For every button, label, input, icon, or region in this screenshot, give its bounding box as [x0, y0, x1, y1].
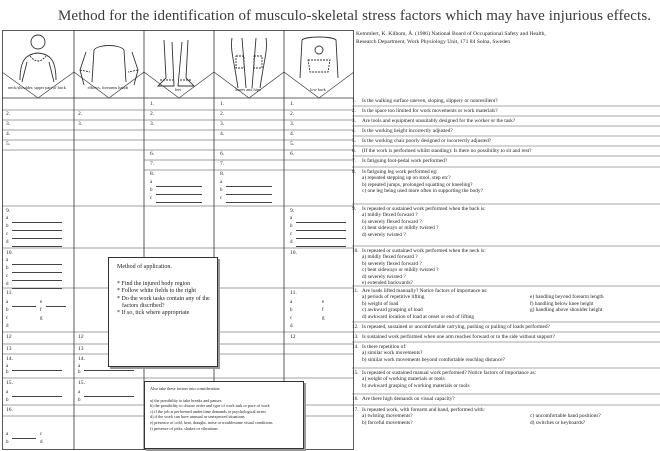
grid-cell-number: 7. [220, 161, 225, 167]
method-step: * If so, tick where appropriate [117, 310, 190, 317]
question-11: 11. Are loads lifted manually? Notice factors of importance as: a) periods of repetitive lifting b) weight of load c) awkward grasping of load d) awkward location of load at onset or end of lifting e) handling beyond forearm length f) handling below knee height g) handling above shoulder height [352, 288, 604, 320]
sub-letter: a [6, 364, 9, 369]
reference [356, 31, 656, 46]
grid-cell-number: 3. [6, 121, 11, 127]
factor-item: b) the possibility to choose order and type of work task or pace of work [150, 403, 270, 409]
sub-letter: c [290, 232, 293, 237]
sub-letter: a [6, 258, 9, 263]
sub-letter: b [6, 266, 9, 271]
sub-letter: e [40, 300, 43, 305]
sub-letter: a [220, 180, 223, 185]
grid-cell-number: 1. [220, 101, 225, 107]
sub-letter: b [220, 188, 223, 193]
answer-line [84, 396, 134, 397]
sub-letter: b [290, 308, 293, 313]
sub-letter: a [6, 432, 9, 437]
lower-back-icon [300, 37, 338, 78]
sub-letter: g [40, 316, 43, 321]
arms-hands-icon [80, 46, 138, 86]
sub-letter: a [6, 216, 9, 221]
sub-letter: b [78, 370, 81, 375]
grid-cell-number: 15. [78, 380, 85, 386]
question-14: 14. Is there repetition of: a) similar work movements? b) similar work movements beyond comfortable reaching distance? [352, 344, 505, 363]
grid-cell-number: 8. [220, 171, 225, 177]
sub-letter: c [6, 274, 9, 279]
answer-line [12, 238, 62, 239]
grid-cell-number: 1. [150, 101, 155, 107]
sub-letter: d [6, 282, 9, 287]
grid-cell-number: 2. [6, 111, 11, 117]
grid-cell-number: 6. [150, 151, 155, 157]
method-title: Method of application. [117, 264, 172, 270]
grid-cell-number: 12 [6, 334, 12, 340]
grid-cell-number: 6. [290, 151, 295, 157]
question-10: 10. Is repeated or sustained work performed when the neck is: a) mildly flexed forward ? b) severely flexed forward ? c) bent sideways or mildly twisted ? d) severely twisted ? e) extended backwards? [352, 248, 486, 287]
question-12: 12. Is repeated, sustained or uncomfortable carrying, pushing or pulling of loads performed? [352, 324, 550, 330]
grid-cell-number: 6. [220, 151, 225, 157]
question-16: 16. Are there high demands on visual capacity? [352, 396, 455, 402]
grid-cell-number: 14. [78, 356, 85, 362]
sub-letter: d [290, 240, 293, 245]
sub-letter: c [290, 316, 293, 321]
grid-cell-number: 12 [290, 334, 296, 340]
region-label-elbows-hands: elbows, forearms hands [87, 85, 129, 90]
factor-item: d) if the work can have unusual or unexpected situations [150, 414, 245, 420]
grid-cell-number: 8. [150, 171, 155, 177]
sub-letter: d [290, 324, 293, 329]
factor-item: f) presence of jerks, shakes or vibrations [150, 425, 218, 431]
answer-line [156, 202, 202, 203]
question-15: 15. Is repeated or sustained manual work performed? Notice factors of importance as: a) weight of working materials or tools b) awkward grasping of working materials or tools [352, 370, 536, 389]
grid-cell-number: 5. [6, 141, 11, 147]
grid-cell-number: 2. [220, 111, 225, 117]
sub-letter: c [6, 232, 9, 237]
sub-letter: d [40, 440, 43, 445]
reference-line-1: Kemmlert, K. Kilbom, Å. (1986) National Board of Occupational Safety and Health, [356, 31, 546, 37]
sub-letter: f [40, 308, 42, 313]
sub-letter: a [6, 390, 9, 395]
answer-line [12, 288, 62, 289]
grid-cell-number: 13 [78, 346, 84, 352]
sub-letter: d [6, 240, 9, 245]
sub-letter: a [78, 390, 81, 395]
sub-letter: c [6, 316, 9, 321]
grid-cell-number: 10. [290, 250, 297, 256]
grid-cell-number: 3. [220, 121, 225, 127]
factors-heading: Also take these factors into consideration: [150, 386, 221, 391]
grid-cell-number: 10. [6, 250, 13, 256]
region-label-feet: feet [174, 87, 182, 92]
answer-line [12, 264, 62, 265]
question-2: 2. Is the space too limited for work movements or work materials? [352, 108, 498, 114]
answer-line [296, 222, 346, 223]
grid-cell-number: 3. [150, 121, 155, 127]
grid-cell-number: 4. [220, 131, 225, 137]
grid-cell-number: 12 [78, 334, 84, 340]
sub-letter: f [322, 308, 324, 313]
factor-item: a) the possibility to take breaks and pauses [150, 397, 222, 403]
method-of-application-box [108, 257, 218, 367]
question-17: 17. Is repeated work, with forearm and hand, performed with: a) twisting movements? b) forceful movements? c) uncomfortable hand positions? d) switches or keyboards? [352, 407, 601, 426]
grid-cell-number: 2. [150, 111, 155, 117]
sub-letter: c [40, 432, 43, 437]
reference-line-2: Research Department, Work Physiology Unit, 171 84 Solna, Sweden [356, 38, 511, 45]
upper-body-back-icon [20, 35, 56, 82]
question-9: 9. Is repeated or sustained work performed when the back is: a) mildly flexed forward ? b) severely flexed forward ? c) bent sideways or mildly twisted ? d) severely twisted ? [352, 206, 486, 238]
answer-line [12, 280, 62, 281]
answer-line [12, 370, 62, 371]
grid-cell-number: 7. [150, 161, 155, 167]
grid-cell-number: 16. [6, 407, 13, 413]
answer-line [226, 202, 272, 203]
sub-letter: a [6, 300, 9, 305]
legs-icon [231, 38, 266, 88]
answer-line [12, 230, 62, 231]
question-separators [352, 96, 660, 451]
grid-cell-number: 3. [290, 121, 295, 127]
grid-cell-number: 4. [6, 131, 11, 137]
answer-line [12, 272, 62, 273]
region-label-neck-shoulder: neck/shoulder, upper part of back [8, 85, 66, 90]
sub-letter: c [220, 196, 223, 201]
grid-cell-number: 14. [6, 356, 13, 362]
question-8: 8. Is fatiguing leg work performed eg: a) repeated stepping up on stool, step etc? b) repeated jumps, prolonged squatting or kneeling? c) one leg being used more often in supporting the body? [352, 169, 483, 195]
feet-icon [158, 40, 194, 86]
sub-letter: b [6, 398, 9, 403]
method-step: * Do the work tasks contain any of the factors discribed? [117, 295, 210, 309]
sub-letter: b [6, 440, 9, 445]
sub-letter: b [6, 370, 9, 375]
grid-cell-number: 2. [290, 111, 295, 117]
answer-line [156, 194, 202, 195]
sub-letter: b [6, 224, 9, 229]
answer-line [46, 306, 66, 307]
answer-line [296, 230, 346, 231]
answer-line [12, 306, 36, 307]
sub-letter: b [78, 398, 81, 403]
answer-line [12, 438, 36, 439]
region-label-knees-hips: knees and hips [235, 87, 261, 92]
sub-letter: b [6, 308, 9, 313]
question-5: 5. Is the working chair poorly designed or incorrectly adjusted? [352, 138, 492, 144]
factor-item: c) if the job is performed under time demands or psychological stress [150, 408, 266, 414]
question-1: 1. Is the walking surface uneven, sloping, slippery or nonresilient? [352, 98, 498, 104]
grid-cell-number: 15. [6, 380, 13, 386]
question-13: 13. Is sustained work performed when one arm reaches forward or to the side without support? [352, 334, 555, 340]
method-step: * Follow white fields to the right [117, 288, 196, 295]
sub-letter: a [290, 300, 293, 305]
grid-cell-number: 4. [290, 131, 295, 137]
answer-line [226, 186, 272, 187]
sub-letter: d [6, 324, 9, 329]
grid-cell-number: 9. [6, 208, 11, 214]
answer-line [296, 238, 346, 239]
sub-letter: a [150, 180, 153, 185]
grid-cell-number: 11. [290, 290, 297, 296]
factor-item: e) presence of cold, heat, draught, noise or troublesome visual conditions [150, 419, 273, 425]
question-6: 6. (If the work is performed whilst standing): Is there no possibility to sit and rest? [352, 148, 532, 154]
grid-cell-number: 2. [78, 111, 83, 117]
grid-cell-number: 1. [290, 101, 295, 107]
sub-letter: g [322, 316, 325, 321]
answer-line [84, 370, 134, 371]
sub-letter: a [78, 364, 81, 369]
sub-letter: b [290, 224, 293, 229]
question-3: 3. Are tools and equipment unsuitably designed for the worker or the task? [352, 118, 516, 124]
additional-factors-box [144, 381, 304, 449]
question-7: 7. Is fatiguing foot-pedal work performed? [352, 158, 448, 164]
sub-letter: a [290, 216, 293, 221]
answer-line [12, 222, 62, 223]
answer-line [12, 396, 62, 397]
sub-letter: e [322, 300, 325, 305]
region-label-low-back: low back [310, 87, 326, 92]
grid-cell-number: 13 [6, 346, 12, 352]
grid-cell-number: 5. [290, 141, 295, 147]
grid-cell-number: 9. [290, 208, 295, 214]
method-step: * Find the injured body region [117, 281, 191, 288]
answer-line [156, 186, 202, 187]
question-4: 4. Is the working height incorrectly adjusted? [352, 128, 453, 134]
page-title: Method for the identification of musculo-skeletal stress factors which may have injurious effects. [58, 8, 652, 24]
sub-letter: c [150, 196, 153, 201]
answer-line [226, 194, 272, 195]
grid-cell-number: 3. [78, 121, 83, 127]
sub-letter: b [150, 188, 153, 193]
grid-cell-number: 11. [6, 290, 13, 296]
answer-line [296, 246, 346, 247]
answer-line [12, 246, 62, 247]
